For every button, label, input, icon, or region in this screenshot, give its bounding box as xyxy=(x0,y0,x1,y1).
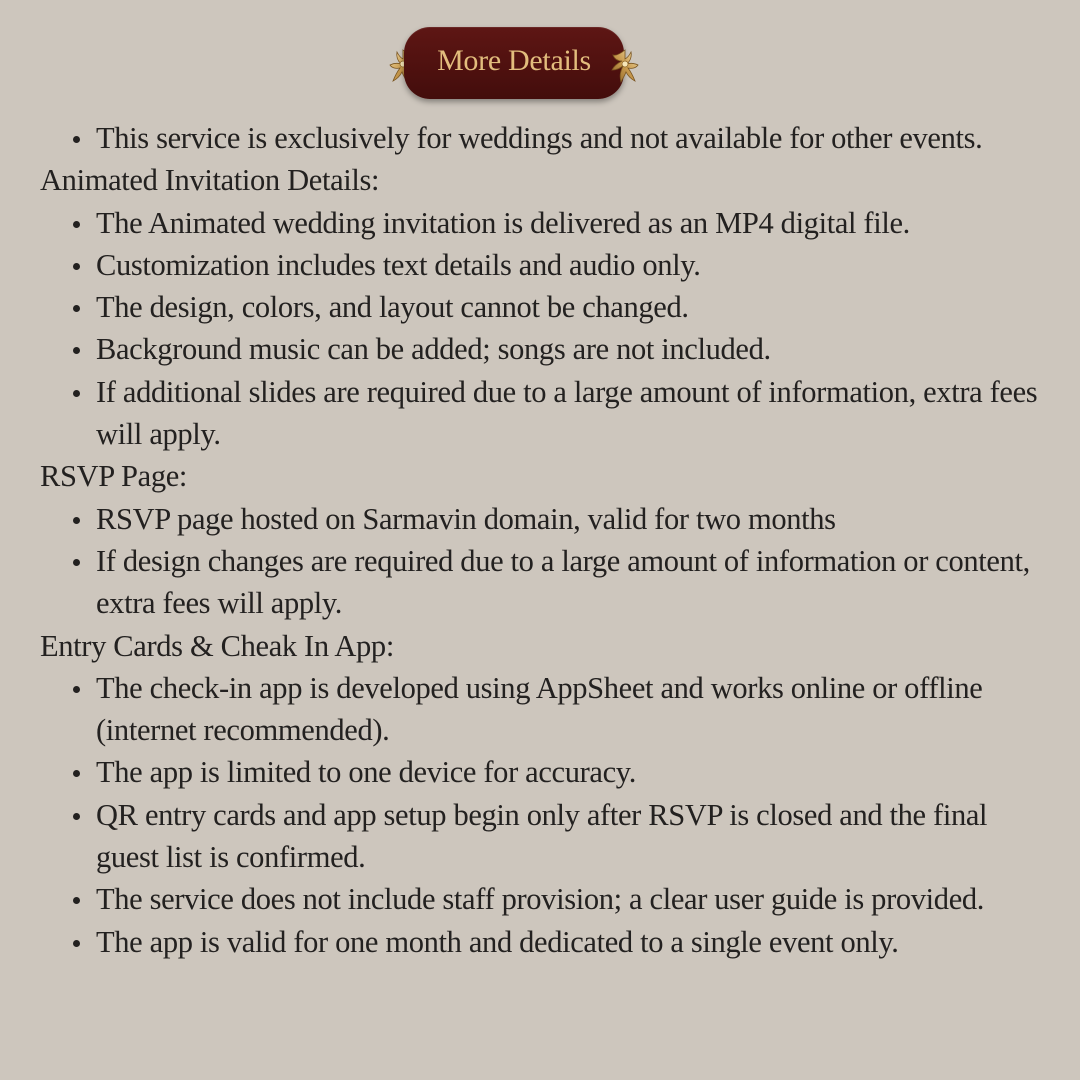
list-item: If design changes are required due to a large amount of information or content, extra fees will apply. xyxy=(96,540,1050,625)
list-item: RSVP page hosted on Sarmavin domain, valid for two months xyxy=(96,498,1050,540)
entry-cards-list xyxy=(40,667,1050,963)
gold-filigree-ornament-icon xyxy=(610,48,640,84)
section-heading-animated-invitation: Animated Invitation Details: xyxy=(40,163,380,198)
list-item: The check-in app is developed using AppSheet and works online or offline (internet recommended). xyxy=(96,667,1050,752)
list-item: The app is valid for one month and dedicated to a single event only. xyxy=(96,921,1050,963)
animated-invitation-list xyxy=(40,202,1050,456)
list-item: The app is limited to one device for accuracy. xyxy=(96,751,1050,793)
list-item: QR entry cards and app setup begin only after RSVP is closed and the final guest list is confirmed. xyxy=(96,794,1050,879)
list-item: Customization includes text details and audio only. xyxy=(96,244,1050,286)
list-item: This service is exclusively for weddings and not available for other events. xyxy=(96,117,1050,159)
list-item: The service does not include staff provision; a clear user guide is provided. xyxy=(96,878,1050,920)
more-details-banner xyxy=(388,26,640,102)
badge-title: More Details xyxy=(437,44,591,77)
section-heading-rsvp-page: RSVP Page: xyxy=(40,459,188,494)
more-details-badge xyxy=(404,27,624,99)
list-item: If additional slides are required due to a large amount of information, extra fees will apply. xyxy=(96,371,1050,456)
section-heading-entry-cards: Entry Cards & Cheak In App: xyxy=(40,628,394,663)
intro-list xyxy=(40,117,1050,159)
rsvp-page-list xyxy=(40,498,1050,625)
list-item: The design, colors, and layout cannot be changed. xyxy=(96,286,1050,328)
list-item: The Animated wedding invitation is delivered as an MP4 digital file. xyxy=(96,202,1050,244)
list-item: Background music can be added; songs are not included. xyxy=(96,328,1050,370)
details-content xyxy=(40,117,1050,963)
